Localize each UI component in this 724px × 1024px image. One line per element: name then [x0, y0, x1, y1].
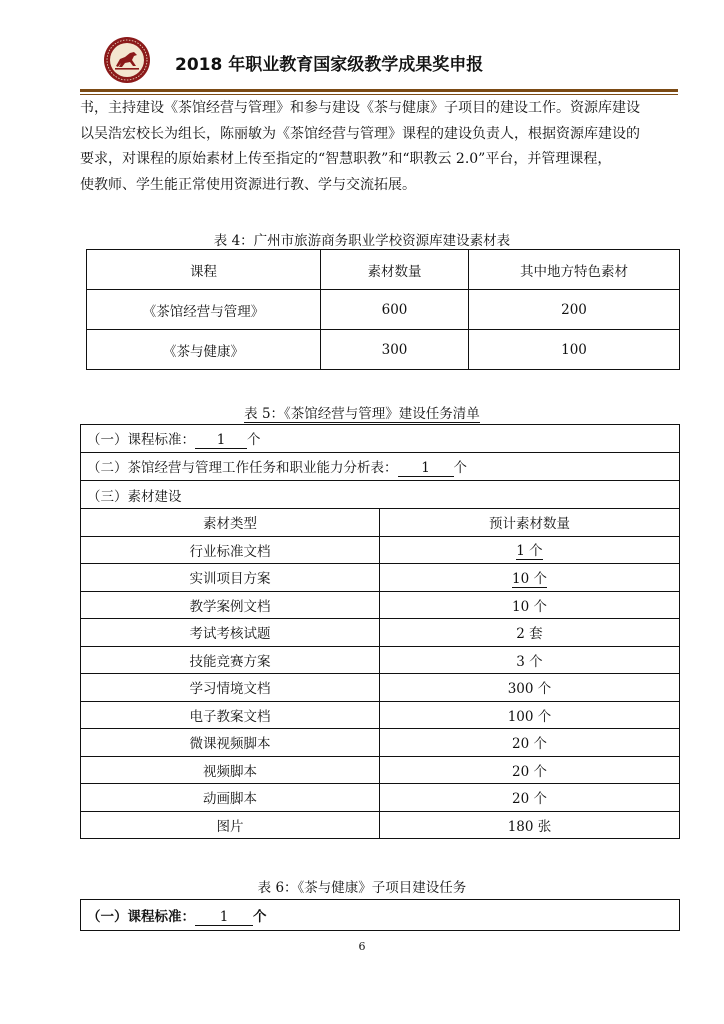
material-type: 考试考核试题 [81, 619, 380, 647]
material-count [380, 564, 680, 592]
paragraph-line: 以吴浩宏校长为组长，陈丽敏为《茶馆经营与管理》课程的建设负责人，根据资源库建设的 [80, 125, 640, 142]
table4-caption: 表 4：广州市旅游商务职业学校资源库建设素材表 [213, 233, 511, 249]
material-row [81, 646, 680, 674]
table-cell: 《茶馆经营与管理》 [87, 290, 321, 330]
table-header-cell: 课程 [87, 250, 321, 290]
table5-task-list [80, 424, 680, 839]
task-unit: 个 [453, 460, 467, 476]
task-row [81, 425, 680, 453]
header-divider-thin [80, 94, 678, 95]
table-cell: 100 [469, 330, 680, 370]
material-count: 10 个 [380, 591, 680, 619]
material-count-value: 10 个 [512, 567, 547, 588]
material-row [81, 811, 680, 839]
material-count [380, 536, 680, 564]
header-title: 2018 年职业教育国家级教学成果奖申报 [175, 55, 484, 75]
material-row [81, 701, 680, 729]
task-label: （一）课程标准： [87, 432, 195, 448]
page-header [0, 30, 724, 96]
material-count: 100 个 [380, 701, 680, 729]
material-row [81, 756, 680, 784]
task-label: （一）课程标准： [87, 908, 195, 925]
table4-materials [86, 249, 680, 370]
school-logo-icon [103, 36, 151, 84]
task-value: 1 [398, 460, 454, 477]
table-header-cell: 其中地方特色素材 [469, 250, 680, 290]
table6-caption: 表 6：《茶与健康》子项目建设任务 [257, 880, 467, 896]
task-unit: 个 [253, 908, 267, 925]
material-row [81, 564, 680, 592]
task-cell [81, 453, 680, 481]
material-count: 20 个 [380, 784, 680, 812]
material-type: 行业标准文档 [81, 536, 380, 564]
material-row [81, 729, 680, 757]
table-header-row [87, 250, 680, 290]
material-type: 学习情境文档 [81, 674, 380, 702]
material-type: 实训项目方案 [81, 564, 380, 592]
material-row [81, 674, 680, 702]
task-unit: 个 [247, 432, 261, 448]
table-cell: 300 [321, 330, 469, 370]
paragraph-line: 书，主持建设《茶馆经营与管理》和参与建设《茶与健康》子项目的建设工作。资源库建设 [80, 100, 640, 116]
material-type: 动画脚本 [81, 784, 380, 812]
material-count: 300 个 [380, 674, 680, 702]
table6-task-list [80, 899, 680, 931]
page-number: 6 [358, 940, 366, 953]
material-type: 视频脚本 [81, 756, 380, 784]
paragraph-line: 要求，对课程的原始素材上传至指定的“智慧职教”和“职教云 2.0”平台，并管理课程， [80, 151, 612, 167]
material-header-row [81, 509, 680, 537]
material-type: 教学案例文档 [81, 591, 380, 619]
material-row [81, 591, 680, 619]
table-cell: 600 [321, 290, 469, 330]
task-cell [81, 900, 680, 931]
material-row [81, 784, 680, 812]
task-label: （二）茶馆经营与管理工作任务和职业能力分析表： [87, 460, 398, 476]
material-count: 180 张 [380, 811, 680, 839]
header-divider [80, 89, 678, 92]
table5-caption [0, 402, 724, 422]
material-type: 微课视频脚本 [81, 729, 380, 757]
material-count: 20 个 [380, 756, 680, 784]
task-cell [81, 425, 680, 453]
task-row [81, 900, 680, 931]
table-header-cell: 素材数量 [321, 250, 469, 290]
table-header-cell: 预计素材数量 [380, 509, 680, 537]
material-count-value: 1 个 [516, 539, 542, 560]
body-paragraph [80, 96, 680, 198]
material-type: 电子教案文档 [81, 701, 380, 729]
task-cell: （三）素材建设 [81, 481, 680, 509]
table-row [87, 290, 680, 330]
material-row [81, 619, 680, 647]
material-count: 2 套 [380, 619, 680, 647]
task-row [81, 453, 680, 481]
material-type: 图片 [81, 811, 380, 839]
table-cell: 200 [469, 290, 680, 330]
task-value: 1 [195, 432, 247, 449]
table-cell: 《茶与健康》 [87, 330, 321, 370]
table-row [87, 330, 680, 370]
material-row [81, 536, 680, 564]
task-value: 1 [195, 909, 253, 926]
material-count: 3 个 [380, 646, 680, 674]
table-header-cell: 素材类型 [81, 509, 380, 537]
material-count: 20 个 [380, 729, 680, 757]
paragraph-line: 使教师、学生能正常使用资源进行教、学与交流拓展。 [80, 176, 416, 193]
table5-caption-text: 表 5：《茶馆经营与管理》建设任务清单 [244, 406, 480, 422]
material-type: 技能竞赛方案 [81, 646, 380, 674]
task-row [81, 481, 680, 509]
